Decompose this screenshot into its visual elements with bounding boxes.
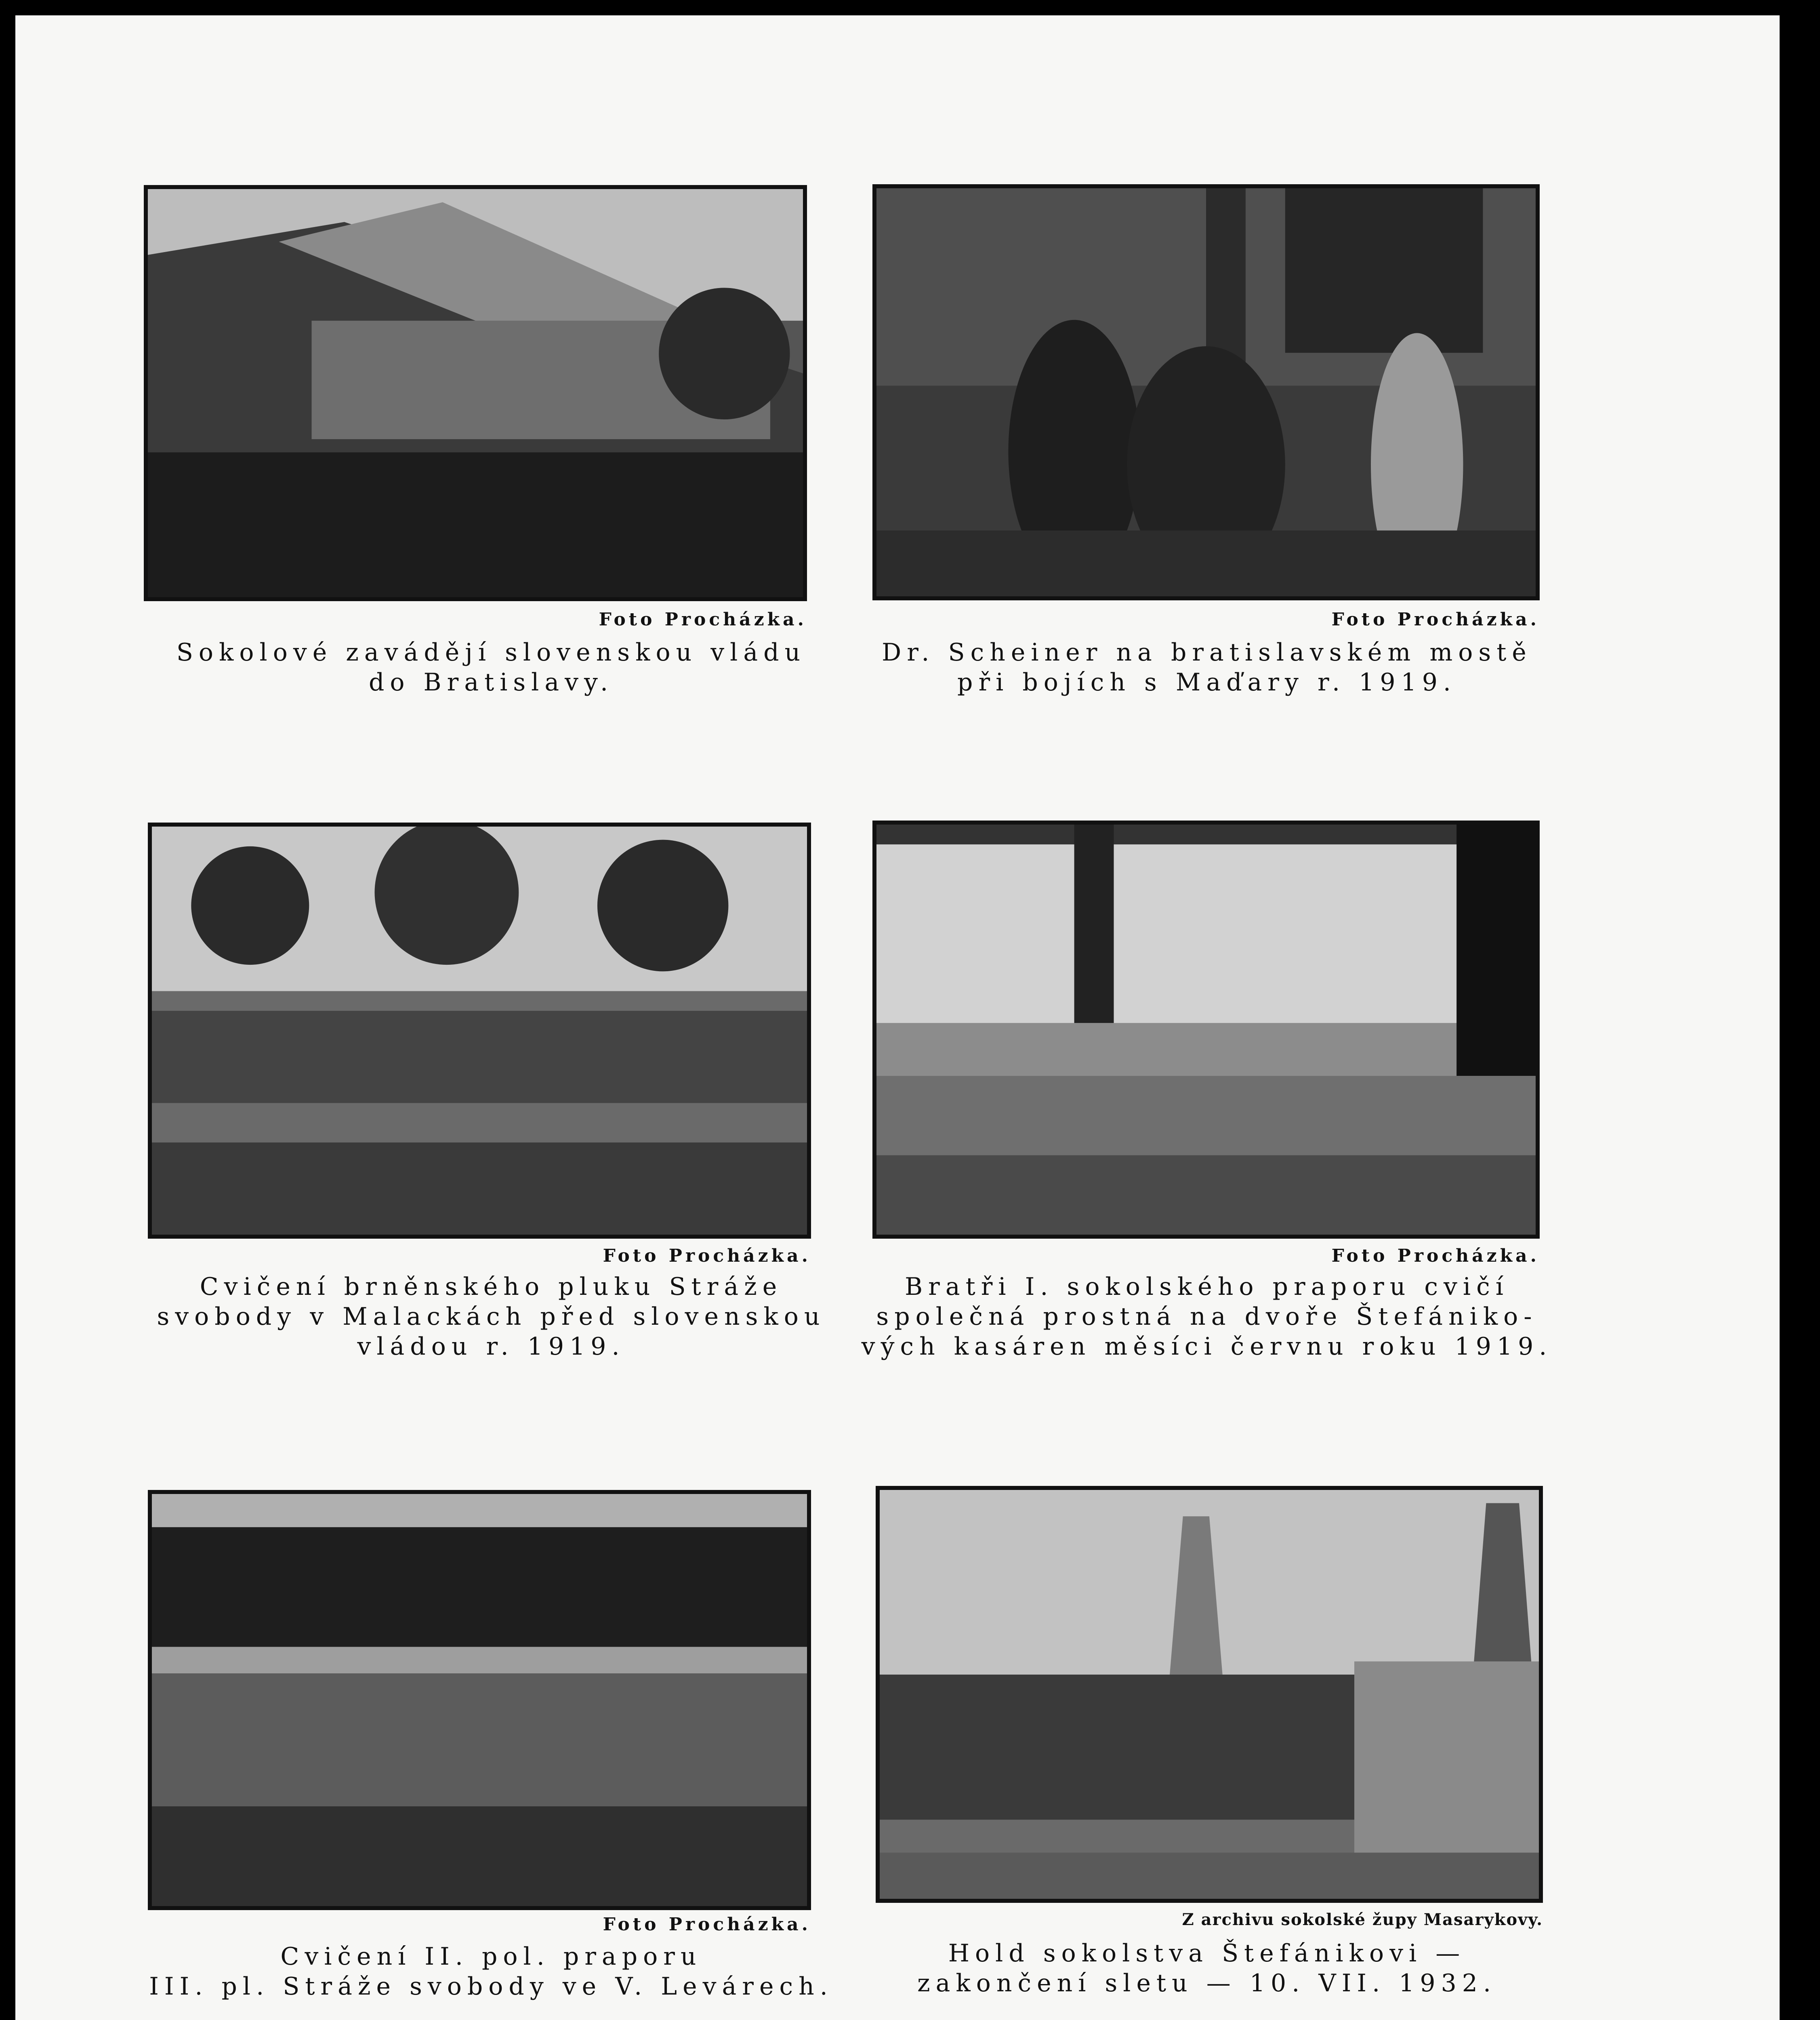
photo-caption: Hold sokolstva Štefánikovi — zakončení sletu — 10. VII. 1932.	[917, 1939, 1497, 1997]
photo-sokols-bratislava	[144, 185, 807, 601]
photo-caption: Cvičení II. pol. praporu III. pl. Stráže svobody ve V. Levárech.	[149, 1942, 833, 2001]
photo-credit: Foto Procházka.	[599, 609, 807, 630]
photo-caption: Dr. Scheiner na bratislavském mostě při bojích s Maďary r. 1919.	[882, 638, 1532, 696]
photo-credit: Foto Procházka.	[603, 1246, 811, 1266]
book-page	[15, 15, 1780, 2020]
photo-credit: Foto Procházka.	[1331, 1246, 1540, 1266]
photo-brno-regiment-malacky	[148, 823, 811, 1239]
photo-caption: Cvičení brněnského pluku Stráže svobody v Malackách před slovenskou vládou r. 1919.	[157, 1273, 826, 1361]
photo-levare-exercise	[148, 1490, 811, 1910]
photo-caption: Bratři I. sokolského praporu cvičí společná prostná na dvoře Štefániko- vých kasáren měsíci červnu roku 1919.	[861, 1273, 1553, 1361]
photo-stefanik-homage	[876, 1486, 1543, 1903]
photo-stefanik-barracks	[872, 821, 1540, 1239]
photo-credit: Foto Procházka.	[1331, 609, 1540, 630]
photo-credit: Z archivu sokolské župy Masarykovy.	[1182, 1910, 1543, 1929]
photo-caption: Sokolové zavádějí slovenskou vládu do Bratislavy.	[176, 638, 806, 696]
photo-scheiner-bridge	[872, 184, 1540, 600]
photo-credit: Foto Procházka.	[603, 1914, 811, 1935]
